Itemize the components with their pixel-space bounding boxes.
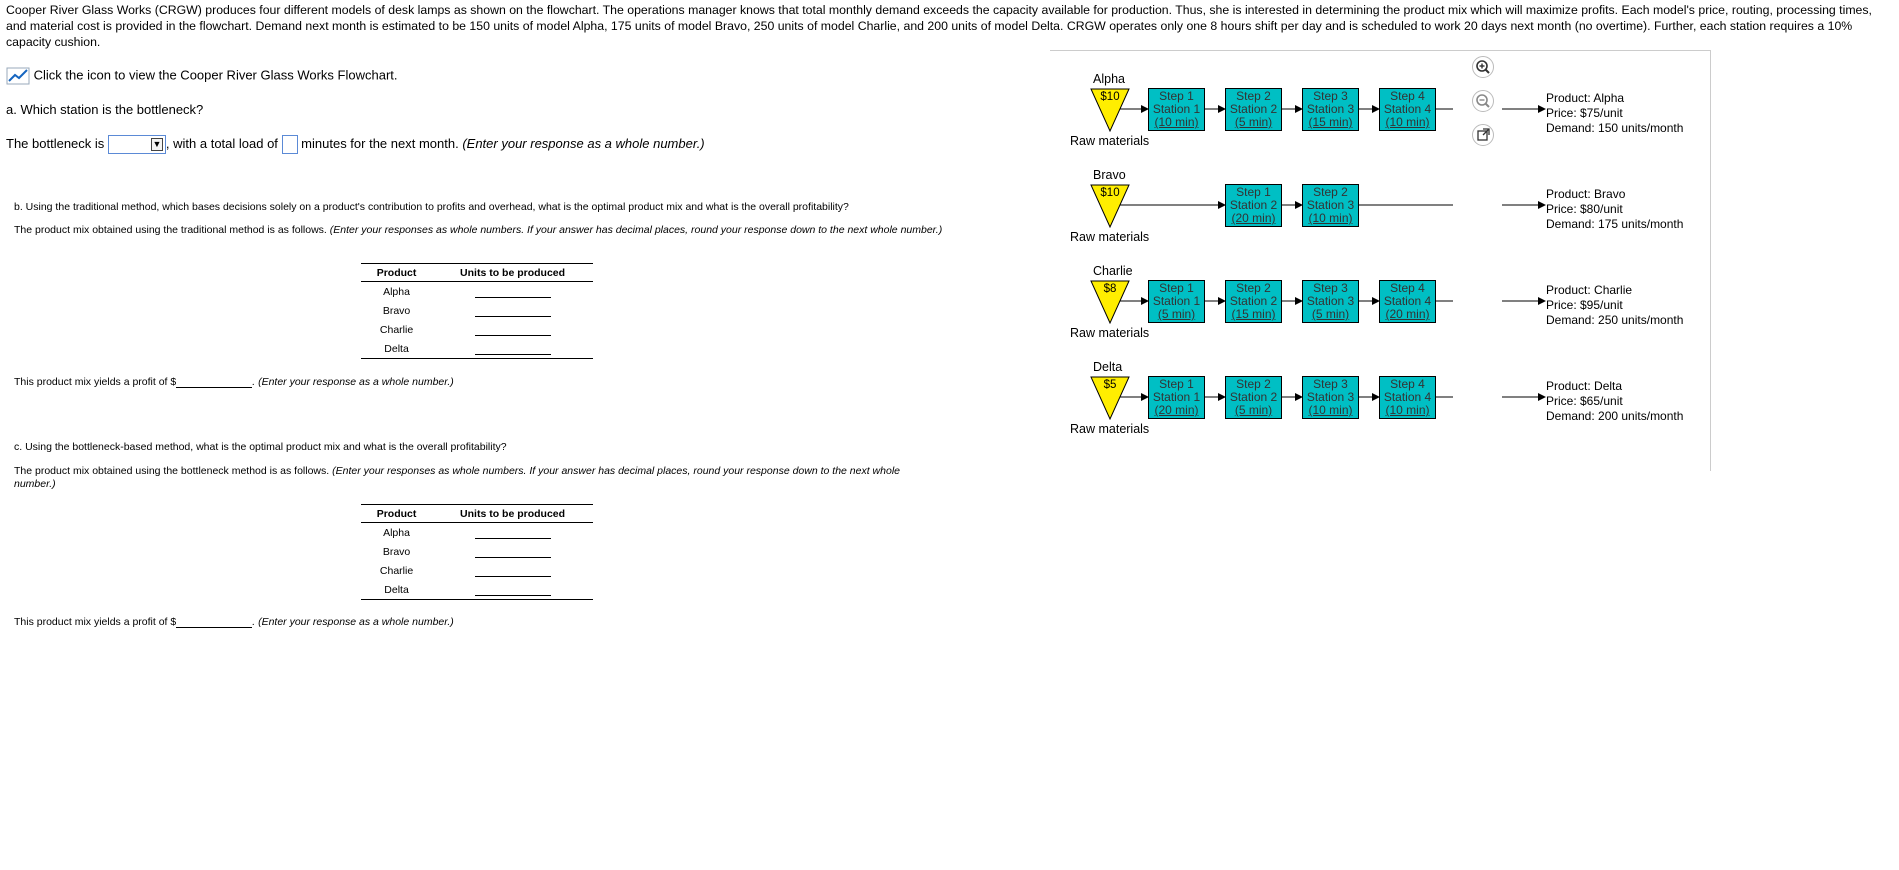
raw-materials-label: Raw materials: [1070, 230, 1150, 244]
popout-icon[interactable]: [1472, 124, 1494, 146]
station-label: Station 4: [1383, 102, 1432, 116]
step-label: Step 2: [1236, 89, 1271, 103]
step-time: (5 min): [1157, 307, 1196, 321]
process-step-box: [1225, 280, 1282, 323]
problem-intro: Cooper River Glass Works (CRGW) produces four different models of desk lamps as shown on the flowchart. The operations manager knows that total monthly demand exceeds the capacity available for production. Thus, she is interested in determining the product mix which will maximize profits. Each model's price, routing, processing times, and material cost is provided in the flowchart. Demand next month is estimated to be 150 units of model Alpha, 175 units of model Bravo, 250 units of model Charlie, and 200 units of model Delta. CRGW operates only one 8 hours shift per day and is scheduled to work 20 days next month (no overtime). Further, each station requires a 10% capacity cushion.: [6, 3, 1872, 49]
flowchart-product-name: Bravo: [1093, 168, 1126, 182]
process-step-box: [1379, 280, 1436, 323]
product-cell: Charlie: [379, 323, 414, 336]
product-info-line: Price: $65/unit: [1546, 394, 1623, 408]
col-units-header: Units to be produced: [432, 505, 593, 523]
station-label: Station 2: [1229, 198, 1278, 212]
part-c-profit-row: [14, 615, 454, 628]
station-label: Station 2: [1229, 390, 1278, 404]
part-a-middle: , with a total load of: [165, 135, 278, 151]
units-input-charlie[interactable]: [475, 323, 551, 336]
step-label: Step 1: [1159, 377, 1194, 391]
step-time: (5 min): [1311, 307, 1350, 321]
units-input-alpha[interactable]: [475, 526, 551, 539]
part-a-question: a. Which station is the bottleneck?: [6, 102, 204, 117]
process-step-box: [1379, 376, 1436, 419]
step-time: (5 min): [1234, 403, 1273, 417]
part-b-instruction-row: [14, 224, 944, 237]
part-c-profit-input[interactable]: [176, 615, 252, 628]
part-a-prefix: The bottleneck is: [6, 135, 105, 151]
step-time: (10 min): [1385, 115, 1430, 129]
part-b-profit-row: [14, 375, 454, 388]
step-time: (20 min): [1154, 403, 1199, 417]
step-time: (20 min): [1385, 307, 1430, 321]
station-label: Station 1: [1152, 294, 1201, 308]
product-cell: Delta: [361, 580, 432, 600]
product-info: [1546, 187, 1683, 232]
product-cell: Alpha: [383, 285, 410, 298]
step-label: Step 3: [1313, 281, 1348, 295]
step-time: (10 min): [1154, 115, 1199, 129]
part-c-profit-hint: . (Enter your response as a whole number.): [252, 616, 454, 628]
product-info-line: Demand: 200 units/month: [1546, 409, 1684, 423]
col-units-header: Units to be produced: [432, 264, 593, 282]
part-a-answer-row: [6, 135, 705, 154]
step-time: (15 min): [1308, 115, 1353, 129]
step-time: (10 min): [1308, 403, 1353, 417]
part-a-suffix: minutes for the next month.: [301, 135, 459, 151]
step-time: (10 min): [1385, 403, 1430, 417]
zoom-in-icon[interactable]: [1472, 56, 1494, 78]
flowchart-link-row[interactable]: [6, 67, 398, 85]
station-label: Station 1: [1152, 102, 1201, 116]
product-cell: Alpha: [383, 526, 410, 539]
table-row: [361, 523, 593, 543]
process-step-box: [1302, 280, 1359, 323]
station-label: Station 2: [1229, 294, 1278, 308]
step-time: (5 min): [1234, 115, 1273, 129]
step-time: (20 min): [1231, 211, 1276, 225]
raw-materials-label: Raw materials: [1070, 326, 1150, 340]
part-b-instruction: The product mix obtained using the traditional method is as follows.: [14, 224, 327, 236]
product-cell: Delta: [361, 339, 432, 359]
product-cell: Charlie: [379, 564, 414, 577]
product-info-line: Product: Alpha: [1546, 91, 1625, 105]
part-c-instruction-row: [14, 465, 944, 491]
process-step-box: [1148, 376, 1205, 419]
units-input-charlie[interactable]: [475, 564, 551, 577]
product-info-line: Product: Bravo: [1546, 187, 1626, 201]
station-label: Station 3: [1306, 102, 1355, 116]
units-input-delta[interactable]: [475, 342, 551, 355]
zoom-out-icon[interactable]: [1472, 90, 1494, 112]
part-c-hint: (Enter your responses as whole numbers. If your answer has decimal places, round your response down to the next whole number.): [14, 465, 900, 490]
process-step-box: [1225, 88, 1282, 131]
table-row: [361, 580, 593, 600]
chart-icon[interactable]: [6, 67, 30, 85]
traditional-mix-table: [361, 263, 593, 359]
step-label: Step 1: [1159, 89, 1194, 103]
col-product-header: Product: [361, 505, 432, 523]
product-info-line: Price: $80/unit: [1546, 202, 1623, 216]
product-info-line: Price: $75/unit: [1546, 106, 1623, 120]
process-step-box: [1225, 184, 1282, 227]
station-label: Station 3: [1306, 294, 1355, 308]
station-label: Station 2: [1229, 102, 1278, 116]
part-c-profit-prefix: This product mix yields a profit of $: [14, 616, 177, 628]
step-label: Step 2: [1236, 281, 1271, 295]
part-b-hint: (Enter your responses as whole numbers. If your answer has decimal places, round your response down to the next whole number.): [329, 224, 943, 236]
product-info: [1546, 91, 1683, 136]
part-a-hint: (Enter your response as a whole number.): [462, 135, 705, 151]
step-label: Step 1: [1236, 185, 1271, 199]
col-product-header: Product: [361, 264, 432, 282]
table-row: [361, 561, 593, 580]
station-label: Station 4: [1383, 294, 1432, 308]
table-row: [361, 339, 593, 359]
station-label: Station 3: [1306, 390, 1355, 404]
material-cost: $5: [1103, 379, 1117, 391]
process-step-box: [1148, 280, 1205, 323]
raw-materials-label: Raw materials: [1070, 134, 1150, 148]
material-cost: $10: [1100, 187, 1120, 199]
table-row: [361, 542, 593, 561]
step-label: Step 1: [1159, 281, 1194, 295]
step-label: Step 3: [1313, 89, 1348, 103]
part-b-profit-prefix: This product mix yields a profit of $: [14, 376, 177, 388]
material-cost: $8: [1103, 283, 1117, 295]
product-info: [1546, 379, 1683, 424]
product-info-line: Demand: 150 units/month: [1546, 121, 1684, 135]
product-info-line: Price: $95/unit: [1546, 298, 1623, 312]
part-b-question: b. Using the traditional method, which bases decisions solely on a product's contribution to profits and overhead, what is the optimal product mix and what is the overall profitability?: [14, 201, 849, 213]
product-cell: Bravo: [382, 304, 411, 317]
bottleneck-mix-table: [361, 504, 593, 600]
product-info: [1546, 283, 1683, 328]
units-input-alpha[interactable]: [475, 285, 551, 298]
product-info-line: Product: Delta: [1546, 379, 1623, 393]
part-b-profit-input[interactable]: [176, 375, 252, 388]
units-input-delta[interactable]: [475, 583, 551, 596]
step-label: Step 2: [1313, 185, 1348, 199]
product-info-line: Product: Charlie: [1546, 283, 1633, 297]
table-row: [361, 320, 593, 339]
chevron-down-icon[interactable]: ▼: [152, 139, 162, 149]
process-step-box: [1302, 184, 1359, 227]
flowchart-product-name: Delta: [1093, 360, 1123, 374]
step-time: (10 min): [1308, 211, 1353, 225]
total-load-input[interactable]: [282, 135, 298, 154]
part-c-instruction: The product mix obtained using the bottleneck method is as follows.: [14, 465, 330, 477]
process-step-box: [1225, 376, 1282, 419]
step-time: (15 min): [1231, 307, 1276, 321]
units-input-bravo[interactable]: [475, 304, 551, 317]
step-label: Step 2: [1236, 377, 1271, 391]
station-label: Station 1: [1152, 390, 1201, 404]
table-row: [361, 282, 593, 302]
station-label: Station 3: [1306, 198, 1355, 212]
step-label: Step 4: [1390, 281, 1425, 295]
step-label: Step 4: [1390, 377, 1425, 391]
table-row: [361, 301, 593, 320]
step-label: Step 4: [1390, 89, 1425, 103]
product-cell: Bravo: [382, 545, 411, 558]
flowchart-link-text[interactable]: Click the icon to view the Cooper River Glass Works Flowchart.: [33, 67, 398, 83]
process-step-box: [1302, 376, 1359, 419]
flowchart-product-name: Charlie: [1093, 264, 1133, 278]
process-step-box: [1148, 88, 1205, 131]
flowchart-product-name: Alpha: [1093, 72, 1125, 86]
process-step-box: [1379, 88, 1436, 131]
units-input-bravo[interactable]: [475, 545, 551, 558]
material-cost: $10: [1100, 91, 1120, 103]
product-info-line: Demand: 175 units/month: [1546, 217, 1684, 231]
bottleneck-select[interactable]: [108, 135, 166, 154]
process-step-box: [1302, 88, 1359, 131]
part-c-question: c. Using the bottleneck-based method, what is the optimal product mix and what is the overall profitability?: [14, 441, 507, 453]
step-label: Step 3: [1313, 377, 1348, 391]
raw-materials-label: Raw materials: [1070, 422, 1150, 436]
station-label: Station 4: [1383, 390, 1432, 404]
product-info-line: Demand: 250 units/month: [1546, 313, 1684, 327]
flowchart-panel: [1050, 50, 1710, 470]
part-b-profit-hint: . (Enter your response as a whole number.): [252, 376, 454, 388]
